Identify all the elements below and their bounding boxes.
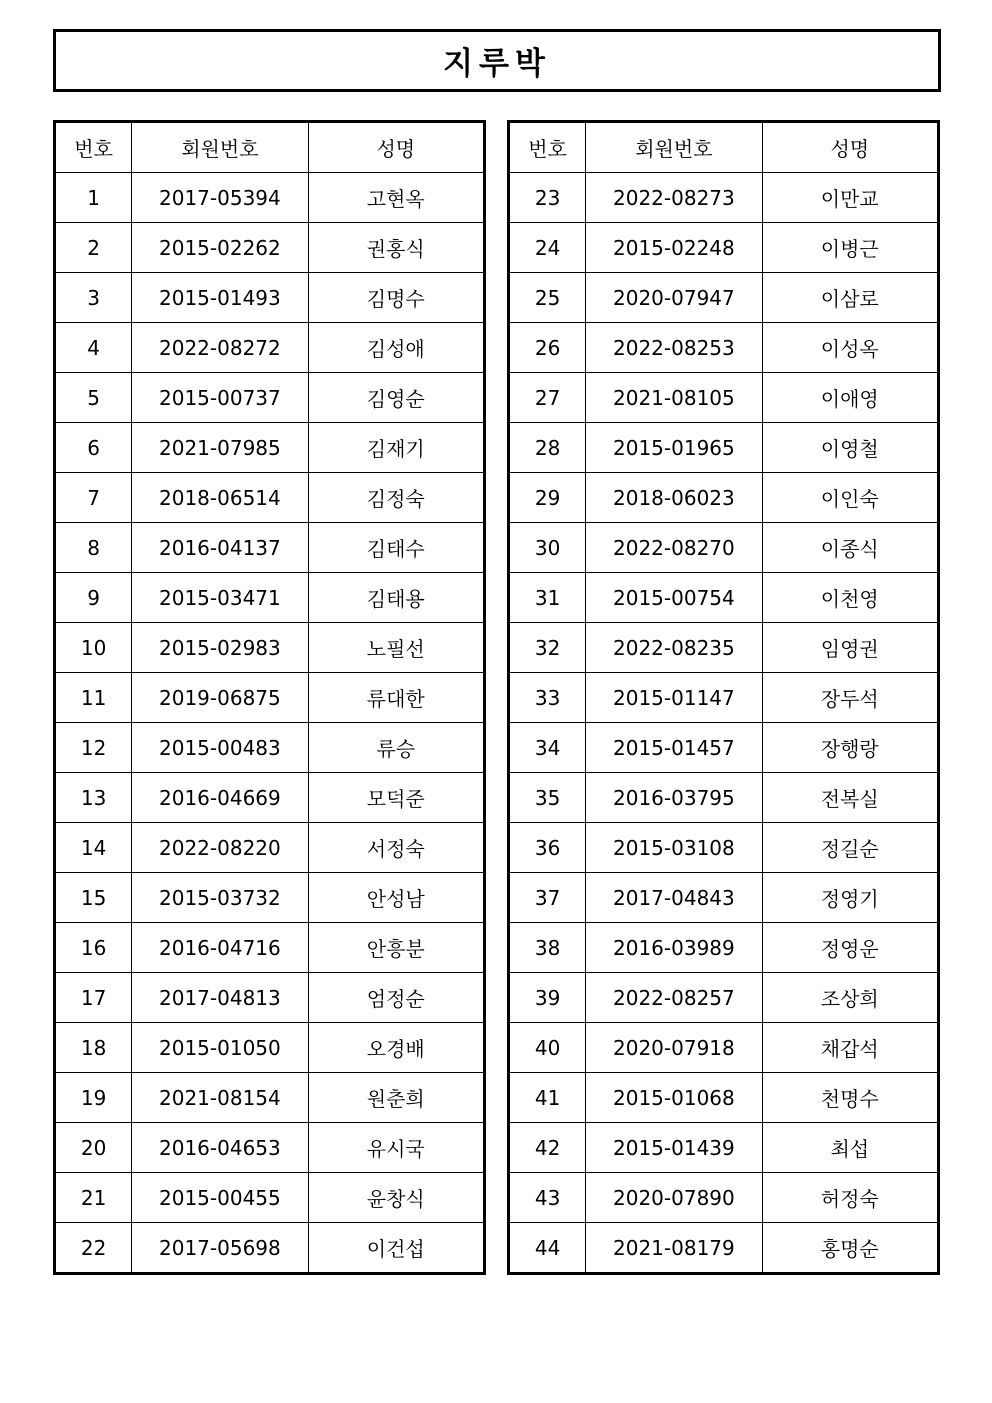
cell-name: 김명수 (308, 273, 484, 323)
table-row (509, 1223, 939, 1274)
table-row (55, 623, 485, 673)
cell-name: 안흥분 (308, 923, 484, 973)
cell-no: 17 (55, 973, 132, 1023)
cell-no: 21 (55, 1173, 132, 1223)
cell-member-id: 2021-08154 (132, 1073, 308, 1123)
cell-no: 14 (55, 823, 132, 873)
cell-name: 이성옥 (762, 323, 938, 373)
cell-member-id: 2022-08273 (586, 173, 762, 223)
cell-no: 10 (55, 623, 132, 673)
cell-member-id: 2022-08253 (586, 323, 762, 373)
cell-name: 정영운 (762, 923, 938, 973)
table-row (509, 423, 939, 473)
cell-no: 42 (509, 1123, 586, 1173)
cell-name: 오경배 (308, 1023, 484, 1073)
table-row (55, 873, 485, 923)
cell-name: 허정숙 (762, 1173, 938, 1223)
table-row (55, 573, 485, 623)
cell-name: 전복실 (762, 773, 938, 823)
cell-no: 36 (509, 823, 586, 873)
cell-member-id: 2016-04669 (132, 773, 308, 823)
cell-name: 천명수 (762, 1073, 938, 1123)
cell-name: 이애영 (762, 373, 938, 423)
cell-name: 김정숙 (308, 473, 484, 523)
cell-name: 김태수 (308, 523, 484, 573)
member-table-right (507, 120, 940, 1275)
cell-member-id: 2015-03732 (132, 873, 308, 923)
cell-name: 윤창식 (308, 1173, 484, 1223)
table-row (55, 273, 485, 323)
cell-no: 23 (509, 173, 586, 223)
cell-no: 34 (509, 723, 586, 773)
cell-name: 이만교 (762, 173, 938, 223)
title-box (53, 29, 941, 92)
table-row (509, 723, 939, 773)
cell-member-id: 2015-00483 (132, 723, 308, 773)
cell-no: 32 (509, 623, 586, 673)
cell-member-id: 2017-04813 (132, 973, 308, 1023)
cell-member-id: 2015-01965 (586, 423, 762, 473)
cell-member-id: 2015-03108 (586, 823, 762, 873)
cell-no: 19 (55, 1073, 132, 1123)
table-row (509, 273, 939, 323)
cell-name: 김재기 (308, 423, 484, 473)
table-row (509, 1023, 939, 1073)
table-row (509, 623, 939, 673)
cell-name: 엄정순 (308, 973, 484, 1023)
cell-member-id: 2015-01493 (132, 273, 308, 323)
cell-no: 33 (509, 673, 586, 723)
table-row (509, 1123, 939, 1173)
cell-member-id: 2015-01439 (586, 1123, 762, 1173)
cell-name: 김영순 (308, 373, 484, 423)
cell-member-id: 2015-01068 (586, 1073, 762, 1123)
cell-no: 20 (55, 1123, 132, 1173)
table-row (509, 173, 939, 223)
cell-name: 장두석 (762, 673, 938, 723)
table-body-right (509, 173, 939, 1274)
cell-member-id: 2016-03989 (586, 923, 762, 973)
table-row (55, 823, 485, 873)
table-row (509, 973, 939, 1023)
cell-no: 24 (509, 223, 586, 273)
cell-name: 조상희 (762, 973, 938, 1023)
table-row (55, 323, 485, 373)
table-row (509, 923, 939, 973)
table-row (509, 523, 939, 573)
table-row (55, 1073, 485, 1123)
cell-name: 김태용 (308, 573, 484, 623)
cell-name: 임영권 (762, 623, 938, 673)
cell-no: 25 (509, 273, 586, 323)
table-row (55, 1223, 485, 1274)
cell-name: 최섭 (762, 1123, 938, 1173)
cell-no: 44 (509, 1223, 586, 1274)
cell-no: 2 (55, 223, 132, 273)
table-row (55, 1023, 485, 1073)
cell-name: 고현옥 (308, 173, 484, 223)
cell-member-id: 2020-07890 (586, 1173, 762, 1223)
cell-member-id: 2015-01050 (132, 1023, 308, 1073)
cell-member-id: 2018-06514 (132, 473, 308, 523)
cell-no: 15 (55, 873, 132, 923)
cell-member-id: 2015-00754 (586, 573, 762, 623)
cell-member-id: 2022-08257 (586, 973, 762, 1023)
cell-no: 40 (509, 1023, 586, 1073)
cell-no: 37 (509, 873, 586, 923)
table-row (509, 1073, 939, 1123)
table-header-row (55, 122, 485, 173)
header-member-id: 회원번호 (586, 122, 762, 173)
cell-name: 이종식 (762, 523, 938, 573)
table-row (55, 773, 485, 823)
cell-name: 김성애 (308, 323, 484, 373)
table-row (509, 473, 939, 523)
cell-no: 8 (55, 523, 132, 573)
cell-member-id: 2017-04843 (586, 873, 762, 923)
cell-name: 이건섭 (308, 1223, 484, 1274)
table-row (509, 373, 939, 423)
cell-no: 27 (509, 373, 586, 423)
cell-no: 29 (509, 473, 586, 523)
cell-member-id: 2015-02983 (132, 623, 308, 673)
cell-member-id: 2022-08272 (132, 323, 308, 373)
cell-no: 28 (509, 423, 586, 473)
table-row (509, 773, 939, 823)
cell-no: 1 (55, 173, 132, 223)
cell-member-id: 2018-06023 (586, 473, 762, 523)
cell-no: 11 (55, 673, 132, 723)
cell-member-id: 2016-03795 (586, 773, 762, 823)
table-row (55, 373, 485, 423)
cell-member-id: 2015-03471 (132, 573, 308, 623)
cell-no: 12 (55, 723, 132, 773)
table-row (55, 173, 485, 223)
table-row (509, 223, 939, 273)
table-row (509, 1173, 939, 1223)
cell-name: 채갑석 (762, 1023, 938, 1073)
cell-member-id: 2016-04137 (132, 523, 308, 573)
table-row (509, 573, 939, 623)
table-row (509, 823, 939, 873)
cell-name: 유시국 (308, 1123, 484, 1173)
cell-name: 이병근 (762, 223, 938, 273)
cell-name: 안성남 (308, 873, 484, 923)
cell-no: 38 (509, 923, 586, 973)
cell-no: 3 (55, 273, 132, 323)
cell-member-id: 2016-04716 (132, 923, 308, 973)
cell-member-id: 2015-00737 (132, 373, 308, 423)
cell-name: 류대한 (308, 673, 484, 723)
header-member-id: 회원번호 (132, 122, 308, 173)
cell-name: 정길순 (762, 823, 938, 873)
cell-member-id: 2015-02248 (586, 223, 762, 273)
cell-no: 31 (509, 573, 586, 623)
table-row (509, 323, 939, 373)
cell-member-id: 2022-08220 (132, 823, 308, 873)
cell-member-id: 2016-04653 (132, 1123, 308, 1173)
cell-name: 원춘희 (308, 1073, 484, 1123)
cell-member-id: 2022-08270 (586, 523, 762, 573)
cell-no: 9 (55, 573, 132, 623)
header-name: 성명 (308, 122, 484, 173)
cell-name: 장행랑 (762, 723, 938, 773)
table-row (55, 473, 485, 523)
cell-member-id: 2015-02262 (132, 223, 308, 273)
cell-name: 이영철 (762, 423, 938, 473)
member-table-left (53, 120, 486, 1275)
cell-name: 류승 (308, 723, 484, 773)
cell-no: 26 (509, 323, 586, 373)
cell-no: 6 (55, 423, 132, 473)
table-body-left (55, 173, 485, 1274)
cell-name: 이인숙 (762, 473, 938, 523)
cell-no: 35 (509, 773, 586, 823)
cell-member-id: 2020-07918 (586, 1023, 762, 1073)
header-no: 번호 (509, 122, 586, 173)
table-row (55, 673, 485, 723)
cell-member-id: 2021-08105 (586, 373, 762, 423)
cell-member-id: 2020-07947 (586, 273, 762, 323)
table-row (55, 723, 485, 773)
cell-name: 정영기 (762, 873, 938, 923)
cell-no: 30 (509, 523, 586, 573)
cell-no: 39 (509, 973, 586, 1023)
cell-name: 노필선 (308, 623, 484, 673)
cell-member-id: 2017-05394 (132, 173, 308, 223)
cell-no: 43 (509, 1173, 586, 1223)
page-title: 지루박 (443, 46, 551, 82)
table-row (55, 423, 485, 473)
cell-name: 서정숙 (308, 823, 484, 873)
cell-no: 5 (55, 373, 132, 423)
cell-name: 이삼로 (762, 273, 938, 323)
cell-no: 7 (55, 473, 132, 523)
cell-no: 13 (55, 773, 132, 823)
table-row (509, 873, 939, 923)
header-name: 성명 (762, 122, 938, 173)
cell-member-id: 2015-00455 (132, 1173, 308, 1223)
table-row (55, 973, 485, 1023)
cell-member-id: 2017-05698 (132, 1223, 308, 1274)
cell-no: 18 (55, 1023, 132, 1073)
cell-no: 41 (509, 1073, 586, 1123)
cell-name: 모덕준 (308, 773, 484, 823)
cell-no: 4 (55, 323, 132, 373)
table-row (55, 923, 485, 973)
cell-name: 권홍식 (308, 223, 484, 273)
header-no: 번호 (55, 122, 132, 173)
table-row (55, 523, 485, 573)
cell-member-id: 2022-08235 (586, 623, 762, 673)
cell-member-id: 2021-07985 (132, 423, 308, 473)
table-row (55, 223, 485, 273)
cell-no: 22 (55, 1223, 132, 1274)
table-row (509, 673, 939, 723)
cell-name: 이천영 (762, 573, 938, 623)
cell-member-id: 2015-01457 (586, 723, 762, 773)
cell-member-id: 2019-06875 (132, 673, 308, 723)
cell-no: 16 (55, 923, 132, 973)
table-row (55, 1173, 485, 1223)
table-header-row (509, 122, 939, 173)
table-row (55, 1123, 485, 1173)
cell-name: 홍명순 (762, 1223, 938, 1274)
cell-member-id: 2021-08179 (586, 1223, 762, 1274)
cell-member-id: 2015-01147 (586, 673, 762, 723)
